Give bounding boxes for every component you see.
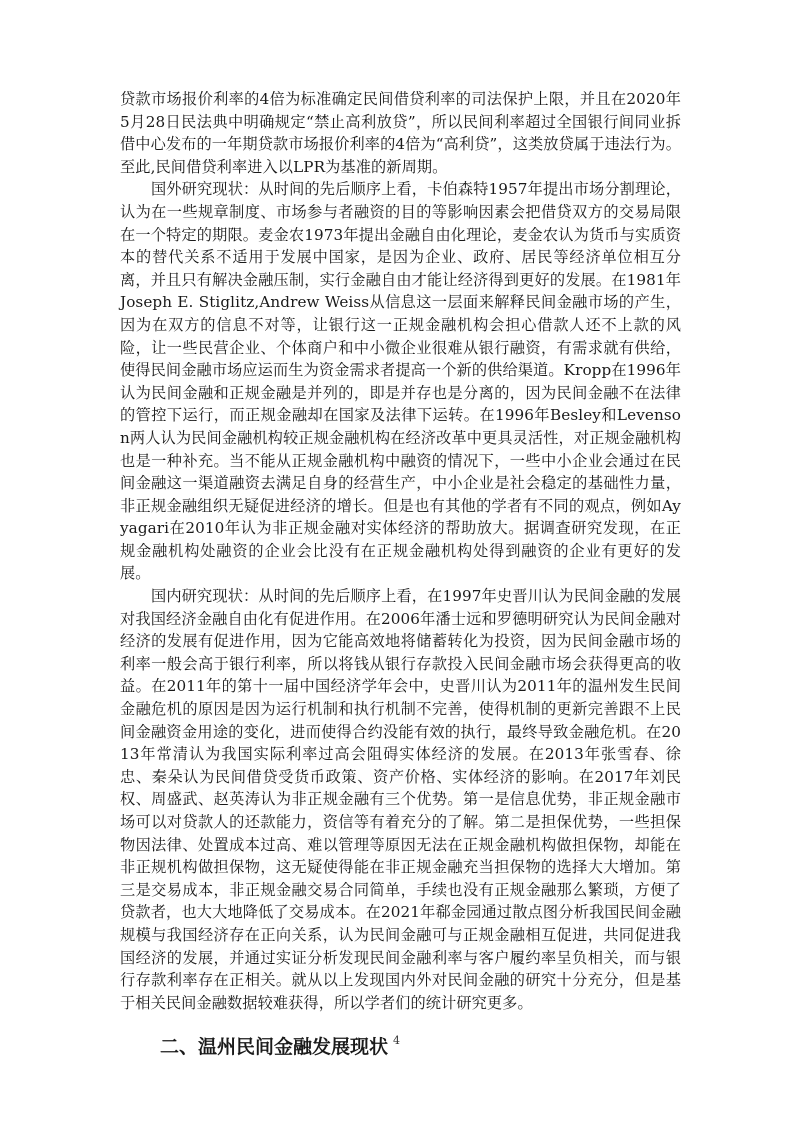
paragraph-foreign-research: 国外研究现状：从时间的先后顺序上看，卡伯森特1957年提出市场分割理论，认为在一些规章制度、市场参与者融资的目的等影响因素会把借贷双方的交易局限在一个特定的期限。麦金农1973年提出金融自由化理论，麦金农认为货币与实质资本的替代关系不适用于发展中国家，是因为企业、政府、居民等经济单位相互分离，并且只有解决金融压制，实行金融自由才能让经济得到更好的发展。在1981年Joseph E. Stiglitz,Andrew Weiss从信息这一层面来解释民间金融市场的产生，因为在双方的信息不对等，让银行这一正规金融机构会担心借款人还不上款的风险，让一些民营企业、个体商户和中小微企业很难从银行融资，有需求就有供给，使得民间金融市场应运而生为资金需求者提高一个新的供给渠道。Kropp在1996年认为民间金融和正规金融是并列的，即是并存也是分离的，因为民间金融不在法律的管控下运行，而正规金融却在国家及法律下运转。在1996年Besley和Levenson两人认为民间金融机构较正规金融机构在经济改革中更具灵活性，对正规金融机构也是一种补充。当不能从正规金融机构中融资的情况下，一些中小企业会通过在民间金融这一渠道融资去满足自身的经营生产，中小企业是社会稳定的基础性力量，非正规金融组织无疑促进经济的增长。但是也有其他的学者有不同的观点，例如Ayyagari在2010年认为非正规金融对实体经济的帮助放大。据调查研究发现，在正规金融机构处融资的企业会比没有在正规金融机构处得到融资的企业有更好的发展。 <box>120 180 681 583</box>
document-page <box>120 88 681 1060</box>
section-heading: 二、温州民间金融发展现状 <box>160 1036 389 1059</box>
paragraph-intro-continuation: 贷款市场报价利率的4倍为标准确定民间借贷利率的司法保护上限，并且在2020年5月28日民法典中明确规定“禁止高利放贷”，所以民间利率超过全国银行间同业拆借中心发布的一年期贷款市场报价利率的4倍为“高利贷”，这类放贷属于违法行为。至此,民间借贷利率进入以LPR为基准的新周期。 <box>120 90 681 176</box>
paragraph-domestic-research: 国内研究现状：从时间的先后顺序上看，在1997年史晋川认为民间金融的发展对我国经济金融自由化有促进作用。在2006年潘士远和罗德明研究认为民间金融对经济的发展有促进作用，因为它能高效地将储蓄转化为投资，因为民间金融市场的利率一般会高于银行利率，所以将钱从银行存款投入民间金融市场会获得更高的收益。在2011年的第十一届中国经济学年会中，史晋川认为2011年的温州发生民间金融危机的原因是因为运行机制和执行机制不完善，使得机制的更新完善跟不上民间金融资金用途的变化，进而使得合约没能有效的执行，最终导致金融危机。在2013年常清认为我国实际利率过高会阻碍实体经济的发展。在2013年张雪春、徐忠、秦朵认为民间借贷受货币政策、资产价格、实体经济的影响。在2017年刘民权、周盛武、赵英涛认为非正规金融有三个优势。第一是信息优势，非正规金融市场可以对贷款人的还款能力，资信等有着充分的了解。第二是担保优势，一些担保物因法律、处置成本过高、难以管理等原因无法在正规金融机构做担保物，却能在非正规机构做担保物，这无疑使得能在非正规金融充当担保物的选择大大增加。第三是交易成本，非正规金融交易合同简单，手续也没有正规金融那么繁琐，方便了贷款者，也大大地降低了交易成本。在2021年郗金园通过散点图分析我国民间金融规模与我国经济存在正向关系，认为民间金融可与正规金融相互促进，共同促进我国经济的发展，并通过实证分析发现民间金融利率与客户履约率呈负相关，而与银行存款利率存在正相关。就从以上发现国内外对民间金融的研究十分充分，但是基于相关民间金融数据较难获得，所以学者们的统计研究更多。 <box>120 587 681 1012</box>
page-number: 4 <box>393 1034 400 1047</box>
